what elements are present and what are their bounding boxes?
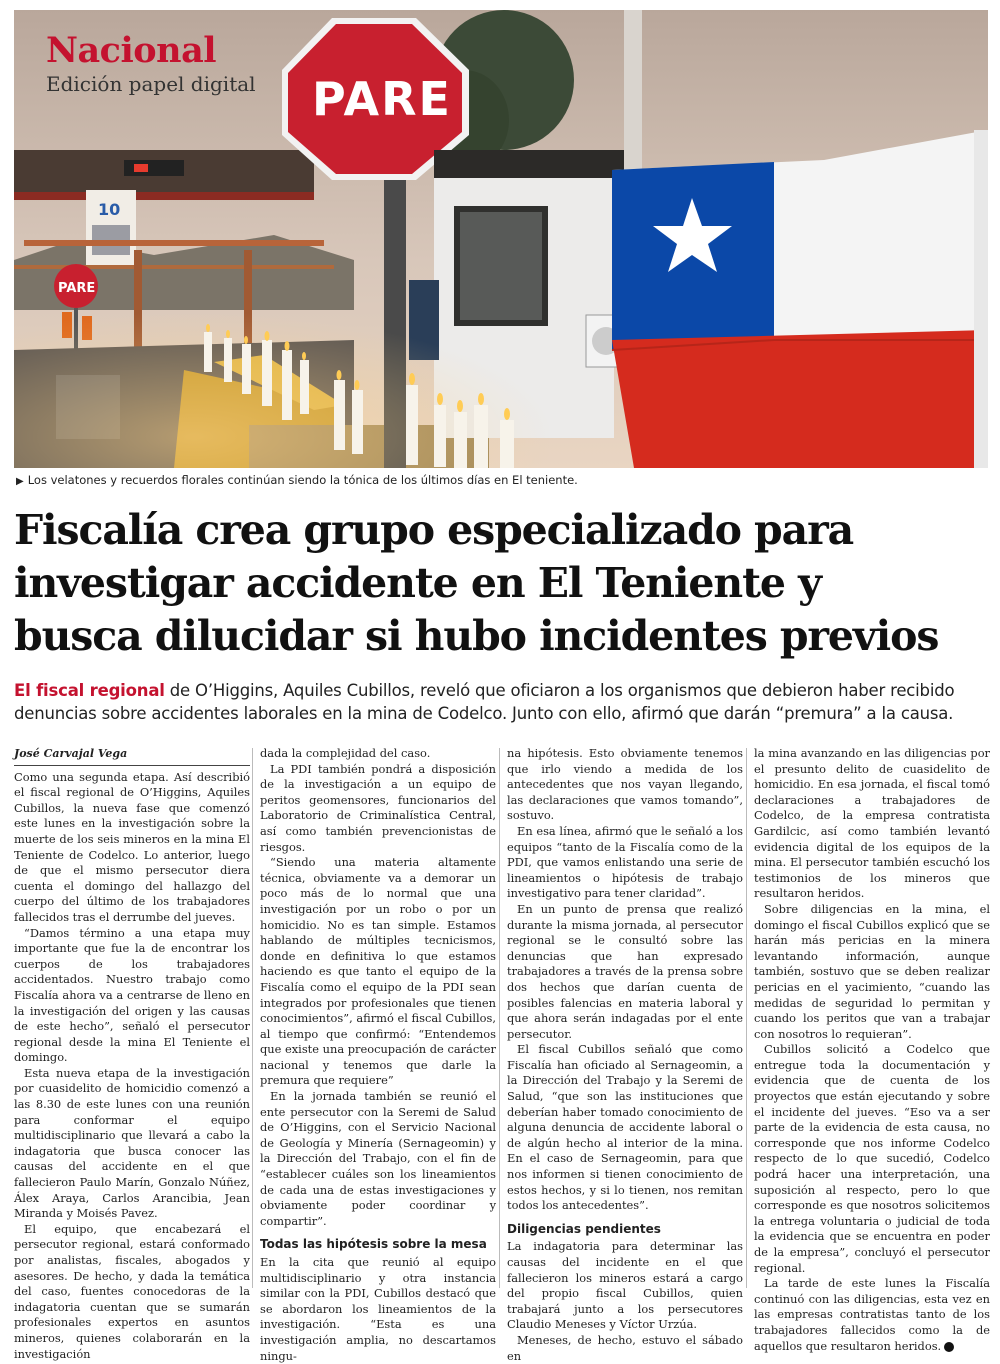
- paragraph: En esa línea, afirmó que le señaló a los equipos “tanto de la Fiscalía como de la PDI, que vamos enlistando una serie de lineamientos o hipótesis de trabajo investigativo para tener claridad”.: [507, 823, 743, 901]
- article-dek: [14, 679, 994, 725]
- paragraph: Meneses, de hecho, estuvo el sábado en: [507, 1332, 743, 1363]
- paragraph-text: La tarde de este lunes la Fiscalía continuó con las diligencias, esta vez en las empresas contratistas tanto de los trabajadores fallecidos como la de aquellos que resultaron heridos.: [754, 1276, 990, 1353]
- headline-line: Fiscalía crea grupo especializado para: [14, 506, 854, 554]
- photo-caption: [16, 473, 578, 487]
- paragraph: El equipo, que encabezará el persecutor regional, estará conformado por analistas, fiscales, abogados y asesores. De hecho, y dada la temática del caso, fuentes conocedoras de la indagatoria cuentan que se sumarán profesionales expertos en asuntos mineros, quienes colaborarán en la investigación: [14, 1221, 250, 1361]
- lead-photo: [14, 10, 988, 468]
- paragraph-final: [754, 1276, 990, 1354]
- end-of-article-icon: [944, 1342, 954, 1352]
- column-divider: [499, 748, 500, 1288]
- section-name: Nacional: [46, 30, 217, 71]
- article-column-2: [260, 746, 496, 1364]
- dek-text: de O’Higgins, Aquiles Cubillos, reveló que oficiaron a los organismos que debieron haber recibido denuncias sobre accidentes laborales en la mina de Codelco. Junto con ello, afirmó que darán “premura” a la causa.: [14, 681, 955, 723]
- dek-lead: El fiscal regional: [14, 681, 165, 700]
- paragraph: La PDI también pondrá a disposición de la investigación a un equipo de peritos geomensores, funcionarios del Laboratorio de Criminalística Central, así como también prevencionistas de riesgos.: [260, 761, 496, 854]
- section-tag: [46, 30, 256, 96]
- column-divider: [252, 748, 253, 1288]
- column-divider: [746, 748, 747, 1288]
- paragraph: la mina avanzando en las diligencias por el presunto delito de cuasidelito de homicidio. En esa jornada, el fiscal tomó declaraciones a trabajadores de Codelco, de la empresa contratista Gardilcic, así como también levantó evidencia digital de los equipos de la mina. El persecutor también escuchó los testimonios de los mineros que resultaron heridos.: [754, 746, 990, 901]
- paragraph: En la cita que reunió al equipo multidisciplinario y otra instancia similar con la PDI, Cubillos destacó que se abordaron los lineamientos de la investigación. “Esta es una investigación amplia, no descartamos ningu-: [260, 1255, 496, 1363]
- paragraph: Como una segunda etapa. Así describió el fiscal regional de O’Higgins, Aquiles Cubillos, la nueva fase que comenzó este lunes en la investigación sobre la muerte de los seis mineros en la mina El Teniente de Codelco. Lo anterior, luego de que el mismo persecutor diera cuenta el domingo del hallazgo del cuerpo del último de los trabajadores fallecidos tras el derrumbe del jueves.: [14, 769, 250, 924]
- headline-line: investigar accidente en El Teniente y: [14, 559, 821, 607]
- paragraph: En la jornada también se reunió el ente persecutor con la Seremi de Salud de O’Higgins, con el Servicio Nacional de Geología y Minería (Sernageomin) y la Dirección del Trabajo, con el fin de “establecer cuáles son los lineamientos de cada una de estas investigaciones y obviamente poder coordinar y compartir”.: [260, 1089, 496, 1228]
- paragraph: “Siendo una materia altamente técnica, obviamente va a demorar un poco más de lo normal que una investigación por un robo o por un homicidio. No es tan simple. Estamos hablando de múltiples tecnicismos, donde en definitiva lo que estamos haciendo es que tanto el equipo de la Fiscalía como el equipo de la PDI sean integrados por profesionales que tienen conocimientos”, afirmó el fiscal Cubillos, al tiempo que confirmó: “Entendemos que existe una preocupación de carácter nacional y tenemos que darle la premura que requiere”: [260, 855, 496, 1088]
- chilean-flag: [612, 130, 988, 468]
- paragraph: Cubillos solicitó a Codelco que entregue toda la documentación y evidencia que de cuenta de los proyectos que están ejecutando y sobre el incidente del jueves. “Eso va a ser parte de la evidencia de esta causa, no corresponde que nos informe Codelco respecto de lo que sucedió, Codelco podrá hacer una interpretación, una suposición al respecto, pero lo que corresponde es que nosotros solicitemos la entrega voluntaria o judicial de toda la evidencia que se encuentra en poder de la empresa”, concluyó el persecutor regional.: [754, 1042, 990, 1275]
- paragraph: La indagatoria para determinar las causas del incidente en el que fallecieron los mineros estará a cargo del propio fiscal Cubillos, quien trabajará junto a los persecutores Claudio Meneses y Víctor Urzúa.: [507, 1239, 743, 1332]
- article-column-1: [14, 746, 250, 1362]
- paragraph: El fiscal Cubillos señaló que como Fiscalía han oficiado al Sernageomin, a la Dirección del Trabajo y la Seremi de Salud, “que son las instituciones que deberían haber tomado conocimiento de alguna denuncia de accidente laboral o de algún hecho al interior de la mina. En el caso de Sernageomin, para que nos informen si tienen conocimiento de estos hechos, y si lo tienen, nos remitan todos los antecedentes”.: [507, 1042, 743, 1213]
- byline: José Carvajal Vega: [14, 746, 250, 766]
- paragraph: “Damos término a una etapa muy importante que fue la de encontrar los cuerpos de los trabajadores accidentados. Nuestro trabajo como Fiscalía ahora va a centrarse de lleno en la investigación del origen y las causas de este hecho”, señaló el persecutor regional desde la mina El Teniente el domingo.: [14, 925, 250, 1065]
- stop-sign-text: PARE: [312, 72, 452, 126]
- paragraph: Esta nueva etapa de la investigación por cuasidelito de homicidio comenzó a las 8.30 de este lunes con una reunión para conformar el equipo multidisciplinario que llevará a cabo la indagatoria que busca conocer las causas del accidente en el que fallecieron Paulo Marín, Gonzalo Núñez, Álex Araya, Carlos Arancibia, Jean Miranda y Moisés Pavez.: [14, 1065, 250, 1221]
- caption-arrow-icon: ▶: [16, 476, 24, 487]
- paragraph: En un punto de prensa que realizó durante la misma jornada, al persecutor regional se le consultó sobre las denuncias que han expresado trabajadores a través de la prensa sobre dos hechos que darían cuenta de posibles falencias en materia laboral y que ahora serán indagadas por el ente persecutor.: [507, 901, 743, 1041]
- caption-text: Los velatones y recuerdos florales continúan siendo la tónica de los últimos días en El teniente.: [27, 473, 578, 487]
- headline-line: busca dilucidar si hubo incidentes previos: [14, 612, 939, 660]
- article-headline: [14, 504, 994, 663]
- article-column-4: [754, 746, 990, 1354]
- svg-text:10: 10: [98, 200, 121, 219]
- subheading: Diligencias pendientes: [507, 1221, 661, 1236]
- paragraph: dada la complejidad del caso.: [260, 746, 431, 760]
- paragraph: na hipótesis. Esto obviamente tenemos que irlo viendo a medida de los antecedentes que nos vayan llegando, las declaraciones que vamos tomando”, sostuvo.: [507, 746, 743, 823]
- section-subtitle: Edición papel digital: [46, 72, 256, 96]
- paragraph: Sobre diligencias en la mina, el domingo el fiscal Cubillos explicó que se harán más pericias en la minera levantando información, aunque también, sostuvo que se deben realizar pericias en el yacimiento, “cuando las medidas de seguridad lo permitan y cuando los peritos que van a trabajar con nosotros lo requieran”.: [754, 901, 990, 1041]
- subheading: Todas las hipótesis sobre la mesa: [260, 1237, 487, 1252]
- article-column-3: [507, 746, 743, 1364]
